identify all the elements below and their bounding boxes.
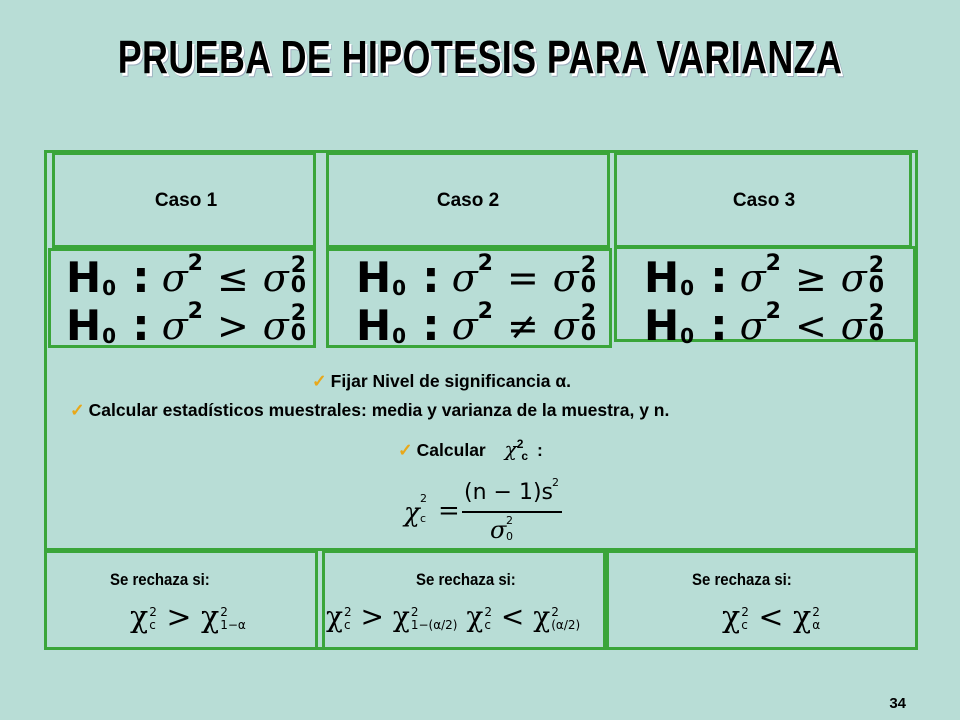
step-sample-stats: ✓ Calcular estadísticos muestrales: media y varianza de la muestra, y n. [70,400,670,420]
case1-h0: H 0 : σ 2 ≤ σ 2 0 [66,251,307,303]
case1-h1: H 0 : σ 2 > σ 2 0 [66,299,307,351]
case2-label: Caso 2 [436,190,500,211]
case1-hypotheses [66,251,307,352]
case3-reject-label: Se rechaza si: [692,570,792,589]
page-number: 34 [889,695,906,712]
checkmark-icon: ✓ [70,400,85,420]
case2-h1: H 0 : σ 2 ≠ σ 2 0 [356,299,597,351]
step-significance: ✓ Fijar Nivel de significancia α. [312,371,571,391]
chi-square-formula: χ 2 c = (n − 1)s 2 σ 2 0 [398,478,568,548]
divider-line [44,548,918,551]
case2-reject-rule: χ 2 c > χ 2 1−(α/2) χ 2 c < χ 2 (α/2) [326,600,581,633]
case1-reject-label: Se rechaza si: [110,570,210,589]
checkmark-icon: ✓ [398,440,413,460]
case1-reject-rule: χ 2 c > χ 2 1−α [130,600,246,635]
case3-hypotheses [644,251,885,352]
page-title: PRUEBA DE HIPOTESIS PARA VARIANZA [117,31,843,83]
checkmark-icon: ✓ [312,371,327,391]
case3-h1: H 0 : σ 2 < σ 2 0 [644,299,885,351]
case2-hypotheses [356,251,597,352]
case3-label: Caso 3 [732,190,796,211]
case2-h0: H 0 : σ 2 = σ 2 0 [356,251,597,303]
case3-reject-rule: χ 2 c < χ 2 α [722,600,821,635]
step-calc-chi: ✓ Calcular $\chi^2_c$ : [398,437,543,463]
case2-reject-label: Se rechaza si: [416,570,516,589]
case1-label: Caso 1 [154,190,218,211]
case3-h0: H 0 : σ 2 ≥ σ 2 0 [644,251,885,303]
